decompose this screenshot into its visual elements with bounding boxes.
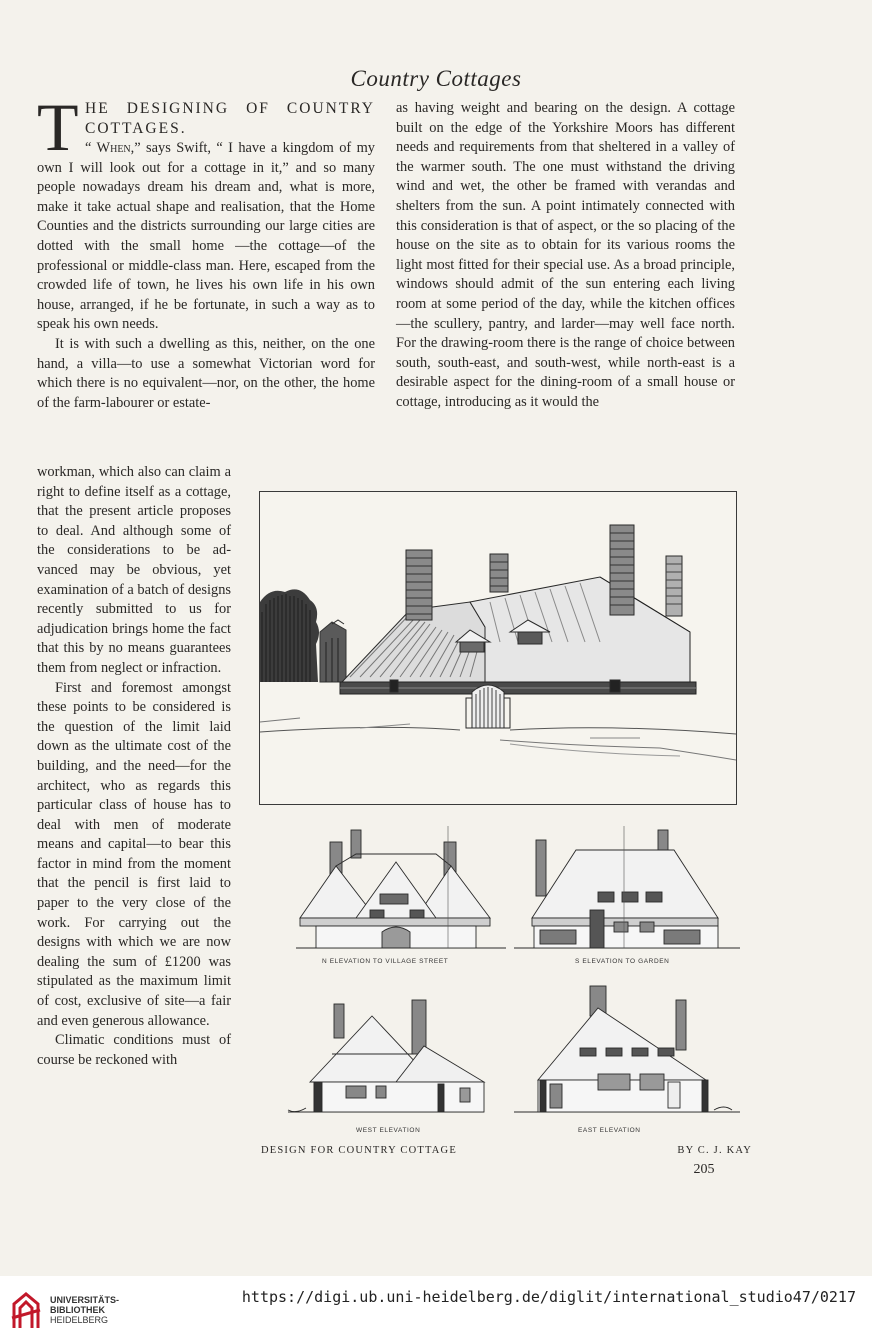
cottage-perspective-illustration bbox=[260, 492, 736, 804]
library-logo-icon[interactable] bbox=[10, 1290, 44, 1332]
north-elevation-illustration bbox=[296, 826, 506, 956]
paragraph-1-text: says Swift, “ I have a kingdom of my own I will look out for a cottage in it,” and so many people nowadays dream his dream and, what is more, make it take actual shape and realisation, that the Home Counties and the districts surrounding our large cities are dotted with the small home —the cottage—of the professional or middle-class man. Here, escaped from the crowded life of town, he lives his own life in his own house, arranged, if he be fortunate, in such a way as to speak his own needs. bbox=[37, 140, 375, 333]
east-elevation-drawing bbox=[514, 984, 740, 1125]
paragraph-4: Climatic conditions must of course be reckoned with bbox=[37, 1032, 231, 1068]
left-column-narrow bbox=[37, 463, 231, 1070]
right-column bbox=[396, 99, 735, 413]
running-title: Country Cottages bbox=[350, 66, 522, 91]
figure-caption: DESIGN FOR COUNTRY COTTAGE bbox=[261, 1145, 457, 1156]
library-logo-text[interactable] bbox=[50, 1295, 119, 1325]
source-url-link[interactable]: https://digi.ub.uni-heidelberg.de/diglit/international_studio47/0217 bbox=[241, 1288, 856, 1306]
left-column-top bbox=[37, 89, 375, 413]
paragraph-3: First and foremost amongst these points to be considered is the question of the limit laid down as the ultimate cost of the building, and the need—for the architect, who as regards this particular class of house has to deal with men of moderate means and capital—to bear this factor in mind from the moment that the pencil is first laid to paper to the very close of the work. For carrying out the designs with which we are now dealing the sum of £1200 was stipulated as the maximum limit of cost, exclusive of site—a fair and even generous allowance. bbox=[37, 679, 231, 1029]
north-elevation-drawing bbox=[296, 826, 506, 961]
page-number: 205 bbox=[693, 1162, 715, 1177]
footer-bar bbox=[0, 1276, 872, 1343]
south-elevation-illustration bbox=[514, 826, 740, 956]
west-elevation-caption: WEST ELEVATION bbox=[356, 1127, 421, 1134]
east-elevation-illustration bbox=[514, 984, 740, 1120]
east-elevation-caption: EAST ELEVATION bbox=[578, 1127, 641, 1134]
paragraph-2-top: It is with such a dwelling as this, neither, on the one hand, a villa—to use a somewhat Victorian word for which there is no equivalent—nor, on the other, the home of the farm-labourer or estate- bbox=[37, 335, 375, 411]
logo-line-3: HEIDELBERG bbox=[50, 1315, 109, 1325]
west-elevation-illustration bbox=[284, 994, 494, 1120]
right-paragraph-1: as having weight and bearing on the design. A cottage built on the edge of the Yorkshire Moors has different needs and requirements from that sheltered in a valley of the warmer south. The one must withstand the driving wind and wet, the other be framed with verandas and shelters from the sun. A point intimately connected with this consideration is that of aspect, or the so placing of the house on the site as to obtain for its various rooms the light most fitted for their special use. As a broad principle, windows should admit of the sun entering each living room at some period of the day, while the kitchen offices—the scullery, pantry, and larder—may well face north. For the drawing-room there is the range of choice between south, south-east, and south-west, while north-east is a desirable aspect for the dining-room of a small house or cottage, introducing as it would the bbox=[396, 100, 735, 410]
article-heading-text: HE DESIGNING OF COUNTRY COTTAGES. bbox=[85, 100, 375, 137]
figure-credit: BY C. J. KAY bbox=[677, 1145, 752, 1156]
west-elevation-drawing bbox=[284, 994, 494, 1125]
south-elevation-drawing bbox=[514, 826, 740, 961]
paragraph-1 bbox=[37, 139, 375, 335]
north-elevation-caption: N ELEVATION TO VILLAGE STREET bbox=[322, 958, 449, 965]
drop-cap: T bbox=[37, 89, 79, 165]
paragraph-1-lead: “ When,” bbox=[85, 140, 141, 156]
logo-line-1: UNIVERSITÄTS- bbox=[50, 1295, 120, 1305]
cottage-perspective-drawing bbox=[259, 491, 737, 805]
logo-line-2: BIBLIOTHEK bbox=[50, 1305, 105, 1315]
south-elevation-caption: S ELEVATION TO GARDEN bbox=[575, 958, 670, 965]
paragraph-2-continued: workman, which also can claim a right to define itself as a cottage, that the present article proposes to deal. And although some of the considerations to be advanced may be obvious, yet examination of a batch of designs recently submitted to us for adjudication brings home the fact that this by no means guarantees them from neglect or infraction. bbox=[37, 464, 231, 676]
